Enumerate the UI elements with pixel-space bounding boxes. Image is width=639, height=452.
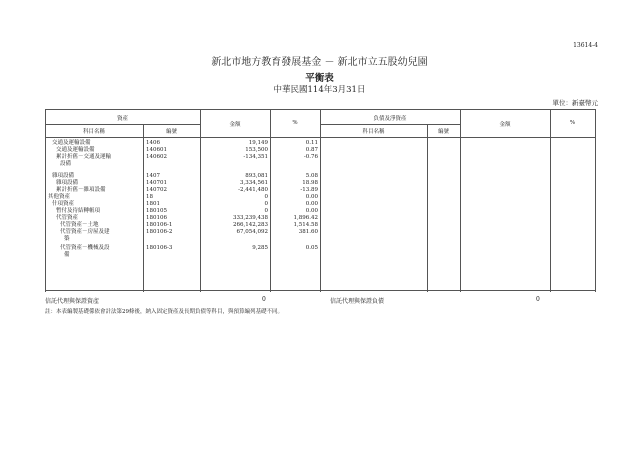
account-percent: 0.87: [305, 147, 318, 153]
account-amount: 3,334,561: [240, 180, 268, 186]
account-name: 累計折舊－交通及運輸: [56, 154, 112, 160]
header-liabilities: 負債及淨資產: [373, 116, 407, 122]
header-amount-right: 金額: [499, 122, 511, 128]
account-percent: 0.00: [305, 194, 318, 200]
account-percent: 1,896.42: [293, 215, 318, 221]
account-name: 代管資產: [56, 215, 79, 221]
header-percent: %: [292, 120, 298, 126]
header-assets: 資產: [116, 116, 128, 122]
footnote: 註：本表編製基礎係依會計法第29條後，納入固定資產及長期負債等科目，與預算編列基礎不同。: [45, 309, 284, 315]
account-name-continued: 設備: [60, 161, 72, 167]
header-code-right: 編號: [437, 129, 449, 135]
account-name: 代管資產－土地: [60, 222, 99, 228]
account-code: 140701: [146, 180, 167, 186]
account-percent: -13.89: [300, 187, 318, 193]
account-amount: 9,285: [252, 245, 268, 251]
account-code: 180105: [146, 208, 167, 214]
report-title: 新北市地方教育發展基金 － 新北市立五股幼兒園: [211, 57, 428, 68]
account-amount: 0: [264, 201, 268, 207]
header-account-name-right: 科目名稱: [362, 129, 385, 135]
grid-line: [427, 124, 428, 292]
account-name: 什項資產: [52, 201, 75, 207]
account-name-continued: 備: [64, 252, 70, 258]
account-code: 1407: [146, 173, 160, 179]
report-date: 中華民國114年3月31日: [273, 85, 366, 95]
trust-liabilities-label: 信託代理與保證負債: [330, 298, 385, 305]
account-percent: 0.00: [305, 201, 318, 207]
account-code: 140601: [146, 147, 167, 153]
account-name: 其他資產: [48, 194, 71, 200]
header-code: 編號: [165, 129, 177, 135]
account-name: 代管資產－機械及設: [60, 245, 110, 251]
report-subtitle: 平衡表: [305, 73, 334, 84]
account-code: 1801: [146, 201, 160, 207]
grid-line: [143, 124, 144, 292]
document-code: 13614-4: [573, 42, 598, 49]
account-code: 140702: [146, 187, 167, 193]
account-amount: 266,142,283: [233, 222, 268, 228]
account-amount: 893,081: [245, 173, 268, 179]
account-name: 雜項設備: [52, 173, 75, 179]
account-amount: -134,351: [243, 154, 268, 160]
header-amount: 金額: [229, 122, 241, 128]
account-amount: 153,500: [245, 147, 268, 153]
account-name-continued: 築: [64, 236, 70, 242]
account-name: 暫付及待結轉帳項: [56, 208, 101, 214]
header-account-name: 科目名稱: [82, 129, 105, 135]
account-code: 180106-2: [146, 229, 173, 235]
currency-unit: 單位：新臺幣元: [552, 99, 598, 107]
account-percent: 1,514.58: [293, 222, 318, 228]
account-code: 180106-3: [146, 245, 173, 251]
trust-assets-label: 信託代理與保證資產: [45, 298, 100, 305]
account-percent: 18.98: [302, 180, 318, 186]
account-percent: 0.11: [305, 140, 318, 146]
trust-liabilities-value: 0: [536, 296, 540, 303]
account-amount: 0: [264, 194, 268, 200]
trust-assets-value: 0: [262, 296, 266, 303]
account-percent: 5.08: [305, 173, 318, 179]
account-percent: -0.76: [303, 154, 318, 160]
grid-line: [45, 137, 596, 138]
account-name: 交通及運輸設備: [52, 140, 91, 146]
account-amount: 0: [264, 208, 268, 214]
account-amount: 333,239,438: [233, 215, 268, 221]
account-percent: 381.60: [298, 229, 318, 235]
account-code: 1406: [146, 140, 160, 146]
balance-sheet-table: [45, 109, 596, 291]
account-code: 180106-1: [146, 222, 173, 228]
account-code: 180106: [146, 215, 167, 221]
account-amount: -2,441,480: [238, 187, 268, 193]
account-code: 18: [146, 194, 153, 200]
header-percent-right: %: [569, 120, 576, 126]
account-percent: 0.05: [305, 245, 318, 251]
account-name: 交通及運輸設備: [56, 147, 95, 153]
grid-line: [45, 124, 200, 125]
grid-line: [320, 124, 460, 125]
account-code: 140602: [146, 154, 167, 160]
account-percent: 0.00: [305, 208, 318, 214]
account-amount: 19,149: [248, 140, 268, 146]
account-amount: 67,054,092: [236, 229, 268, 235]
account-name: 代管資產－房屋及建: [60, 229, 110, 235]
account-name: 雜項設備: [56, 180, 79, 186]
account-name: 累計折舊－雜項設備: [56, 187, 106, 193]
